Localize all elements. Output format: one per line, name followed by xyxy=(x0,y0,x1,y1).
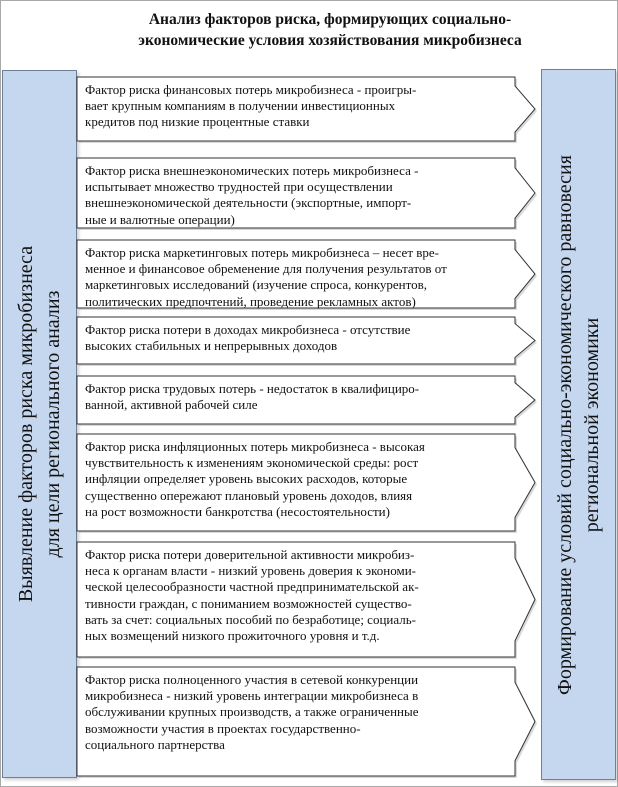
risk-factor-line: микробизнеса - низкий уровень интеграции микробизнеса в xyxy=(85,688,419,704)
risk-factor-line: внешнеэкономической деятельности (экспортные, импорт- xyxy=(85,195,412,211)
risk-factor-line: Фактор риска маркетинговых потерь микробизнеса – несет вре- xyxy=(85,245,439,260)
risk-factor-line: чувствительность к изменениям экономической среды: рост xyxy=(85,455,419,471)
risk-factor-text xyxy=(85,245,510,310)
risk-factor-line: менное и финансовое обременение для получения результатов от xyxy=(85,261,447,277)
risk-factor-text xyxy=(85,322,510,354)
risk-factor-line: ные и валютные операции) xyxy=(85,211,235,227)
risk-factor-text xyxy=(85,163,510,228)
risk-factor-line: инфляции определяет уровень высоких расходов, которые xyxy=(85,471,408,487)
risk-factor-line: ческой целесообразности частной предпринимательской ак- xyxy=(85,579,419,595)
risk-factor-line: вает крупным компаниям в получении инвестиционных xyxy=(85,98,396,114)
risk-factor-box xyxy=(77,434,535,531)
left-bar-identification xyxy=(2,70,77,778)
risk-factor-text xyxy=(85,547,510,644)
risk-factor-box xyxy=(77,542,535,657)
right-bar-line-1: Формирование условий социально-экономического равновесия xyxy=(553,154,576,695)
risk-factor-text xyxy=(85,381,510,413)
risk-factor-line: высоких стабильных и непрерывных доходов xyxy=(85,338,338,354)
diagram-title xyxy=(40,9,618,51)
right-bar-equilibrium xyxy=(541,69,616,780)
risk-factor-line: обслуживании крупных производств, а также ограниченные xyxy=(85,704,419,720)
left-bar-line-2: для цели регионального анализ xyxy=(41,290,64,558)
risk-factor-line: Фактор риска трудовых потерь - недостаток в квалифициро- xyxy=(85,381,420,396)
risk-factor-box xyxy=(77,240,535,308)
risk-factor-line: на рост возможности банкротства (несостоятельности) xyxy=(85,503,390,519)
risk-factor-line: возможности участия в проектах государственно- xyxy=(85,720,361,736)
risk-factor-box xyxy=(77,158,535,228)
risk-factor-line: политических предпочтений, проведение рекламных актов) xyxy=(85,293,416,309)
title-line-1: Анализ факторов риска, формирующих социально- xyxy=(148,11,512,28)
risk-factor-line: неса к органам власти - низкий уровень доверия к экономи- xyxy=(85,563,416,579)
title-line-2: экономические условия хозяйствования микробизнеса xyxy=(138,32,522,49)
risk-factor-box xyxy=(77,317,535,364)
risk-factor-line: испытывает множество трудностей при осуществлении xyxy=(85,179,393,195)
risk-factor-line: Фактор риска внешнеэкономических потерь микробизнеса - xyxy=(85,163,419,178)
risk-factor-line: Фактор риска потери доверительной активности микробиз- xyxy=(85,547,415,562)
right-bar-line-2: региональной экономики xyxy=(580,317,603,532)
risk-factor-box xyxy=(77,77,535,141)
risk-factor-line: маркетинговых исследований (изучение спроса, конкурентов, xyxy=(85,277,427,293)
risk-factor-line: вать за счет: социальных пособий по безработице; социаль- xyxy=(85,611,416,627)
risk-factor-line: Фактор риска инфляционных потерь микробизнеса - высокая xyxy=(85,439,425,454)
risk-factor-line: ных возмещений низкого прожиточного уровня и т.д. xyxy=(85,628,380,644)
risk-factor-text xyxy=(85,82,510,131)
risk-factor-line: социального партнерства xyxy=(85,736,225,752)
risk-factor-line: Фактор риска финансовых потерь микробизнеса - проигры- xyxy=(85,82,417,97)
risk-factor-box xyxy=(77,667,535,776)
left-bar-label xyxy=(13,246,67,602)
risk-factor-text xyxy=(85,672,510,753)
left-bar-line-1: Выявление факторов риска микробизнеса xyxy=(14,245,37,603)
risk-factor-line: Фактор риска потери в доходах микробизнеса - отсутствие xyxy=(85,322,411,337)
risk-factor-line: ванной, активной рабочей силе xyxy=(85,397,258,413)
right-bar-label xyxy=(552,155,606,695)
risk-factor-line: существенно опережают плановый уровень доходов, влияя xyxy=(85,487,413,503)
risk-factor-line: Фактор риска полноценного участия в сетевой конкуренции xyxy=(85,672,419,687)
risk-factor-text xyxy=(85,439,510,520)
risk-factor-line: тивности граждан, с пониманием возможностей существо- xyxy=(85,595,412,611)
risk-factor-box xyxy=(77,376,535,424)
risk-factor-line: кредитов под низкие процентные ставки xyxy=(85,114,310,130)
